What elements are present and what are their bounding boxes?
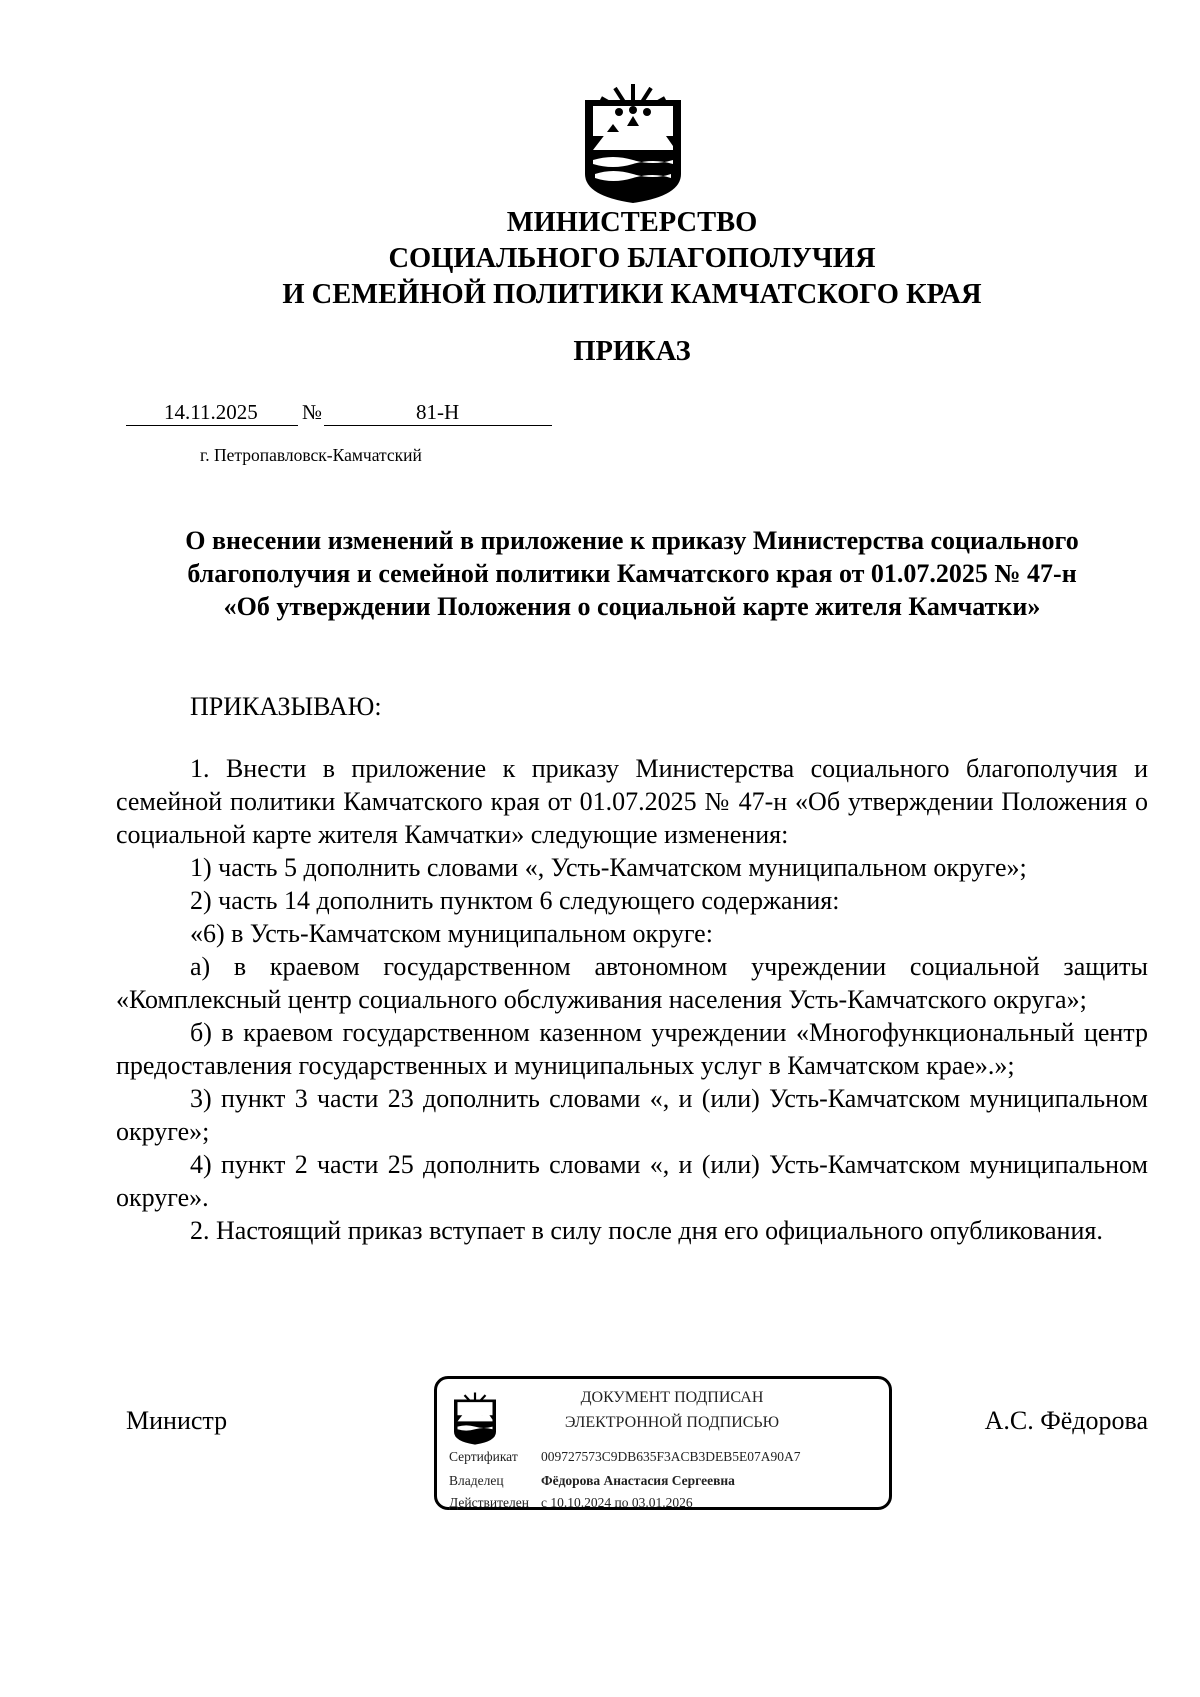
subject-line: О внесении изменений в приложение к приказу Министерства социального — [185, 526, 1079, 555]
city-label: г. Петропавловск-Камчатский — [200, 445, 422, 465]
document-type-title: ПРИКАЗ — [573, 336, 691, 367]
stamp-owner-row — [449, 1473, 735, 1489]
stamp-title-line: ЭЛЕКТРОННОЙ ПОДПИСЬЮ — [564, 1414, 780, 1431]
body-paragraph: б) в краевом государственном казенном учреждении «Многофункциональный центр предоставления государственных и муниципальных услуг в Камчатском крае».»; — [116, 1018, 1148, 1080]
body-paragraph: 2. Настоящий приказ вступает в силу после дня его официального опубликования. — [190, 1216, 1103, 1245]
subject-line: «Об утверждении Положения о социальной карте жителя Камчатки» — [223, 592, 1041, 621]
order-body — [116, 752, 1148, 1247]
body-paragraph: 1. Внести в приложение к приказу Министерства социального благополучия и семейной политики Камчатского края от 01.07.2025 № 47-н «Об утверждении Положения о социальной карте жителя Камчатки» следующие изменения: — [116, 754, 1148, 849]
signer-name: А.С. Фёдорова — [984, 1406, 1148, 1435]
owner-label: Владелец — [449, 1473, 504, 1488]
registration-line — [126, 400, 552, 428]
decree-word: ПРИКАЗЫВАЮ: — [190, 692, 382, 721]
number-sign: № — [302, 400, 323, 424]
body-paragraph: 1) часть 5 дополнить словами «, Усть-Камчатском муниципальном округе»; — [190, 853, 1027, 882]
stamp-title — [547, 1385, 797, 1435]
body-paragraph: а) в краевом государственном автономном учреждении социальной защиты «Комплексный центр социального обслуживания населения Усть-Камчатского округа»; — [116, 952, 1148, 1014]
certificate-label: Сертификат — [449, 1449, 518, 1464]
order-date: 14.11.2025 — [164, 400, 258, 424]
body-paragraph: 3) пункт 3 части 23 дополнить словами «, и (или) Усть-Камчатском муниципальном округе»; — [116, 1084, 1148, 1146]
subject-line: благополучия и семейной политики Камчатского края от 01.07.2025 № 47-н — [187, 559, 1077, 588]
validity-value: с 10.10.2024 по 03.01.2026 — [541, 1495, 693, 1510]
stamp-certificate-row — [449, 1449, 801, 1465]
body-paragraph: 2) часть 14 дополнить пунктом 6 следующего содержания: — [190, 886, 840, 915]
ministry-name-line: МИНИСТЕРСТВО — [506, 207, 758, 238]
stamp-coat-of-arms-icon — [451, 1389, 499, 1445]
order-number: 81-Н — [416, 400, 460, 424]
kamchatka-coat-of-arms-icon — [579, 76, 687, 204]
ministry-name — [0, 205, 1200, 313]
stamp-validity-row — [449, 1495, 693, 1511]
number-underline — [324, 425, 552, 426]
body-paragraph: «6) в Усть-Камчатском муниципальном округе: — [190, 919, 713, 948]
electronic-signature-stamp — [434, 1376, 892, 1510]
order-subject — [116, 524, 1148, 623]
ministry-name-line: СОЦИАЛЬНОГО БЛАГОПОЛУЧИЯ — [388, 243, 876, 274]
signer-position: Министр — [126, 1406, 228, 1435]
validity-label: Действителен — [449, 1495, 529, 1510]
body-paragraph: 4) пункт 2 части 25 дополнить словами «, и (или) Усть-Камчатском муниципальном округе». — [116, 1150, 1148, 1212]
ministry-name-line: И СЕМЕЙНОЙ ПОЛИТИКИ КАМЧАТСКОГО КРАЯ — [282, 279, 982, 310]
stamp-title-line: ДОКУМЕНТ ПОДПИСАН — [580, 1389, 764, 1406]
certificate-value: 009727573C9DB635F3ACB3DEB5E07A90A7 — [541, 1449, 801, 1464]
date-underline — [126, 425, 298, 426]
owner-value: Фёдорова Анастасия Сергеевна — [541, 1473, 735, 1488]
